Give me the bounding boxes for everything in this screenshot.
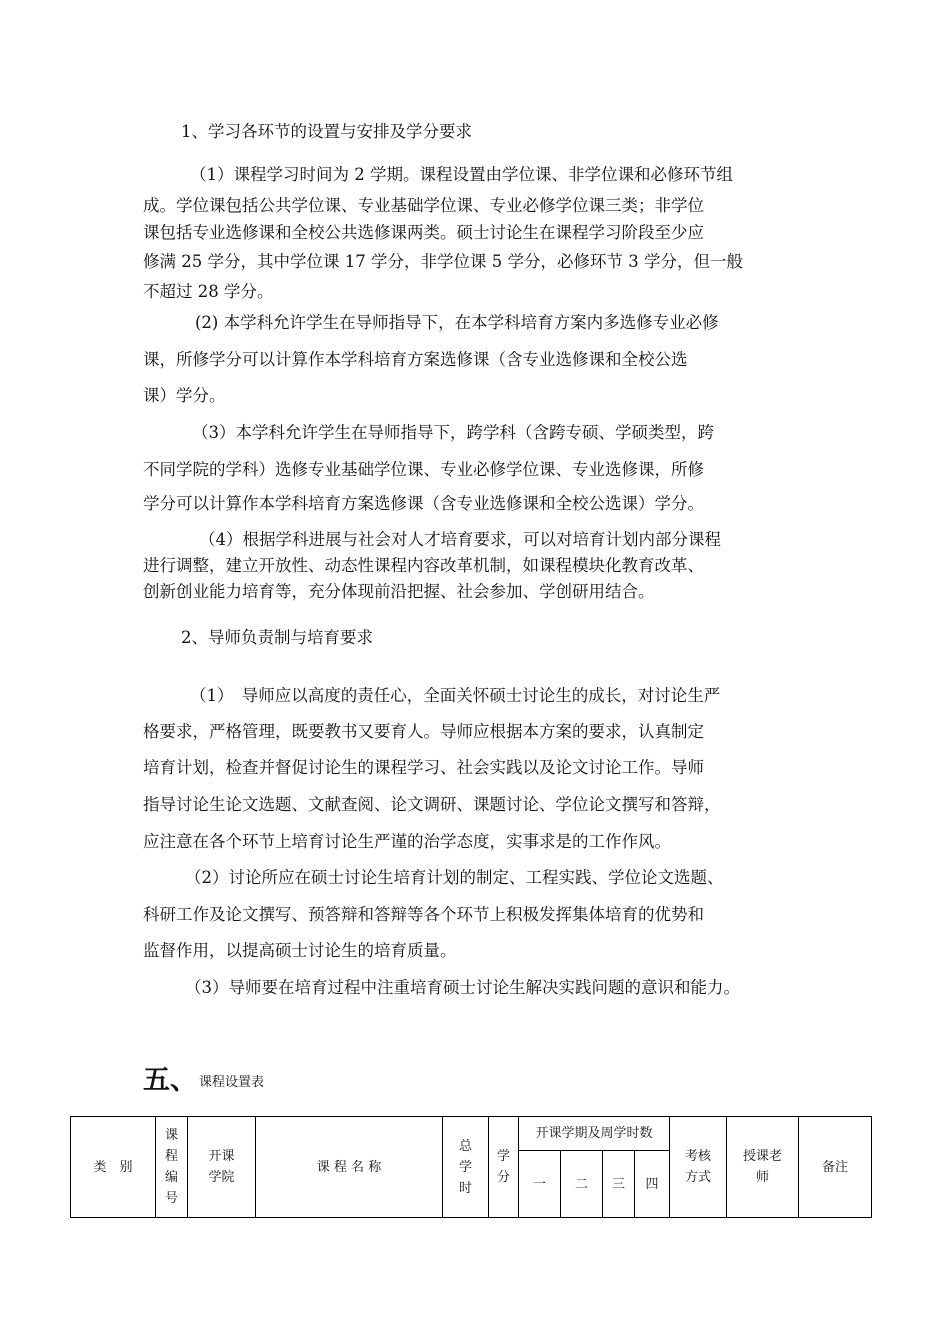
section-1-p4-line-1: （4）根据学科进展与社会对人才培育要求，可以对培育计划内部分课程 xyxy=(199,530,721,549)
section-2-p2-line-2: 科研工作及论文撰写、预答辩和答辩等各个环节上积极发挥集体培育的优势和 xyxy=(143,905,704,924)
header-category: 类 别 xyxy=(71,1117,156,1218)
section-1-title: 1、学习各环节的设置与安排及学分要求 xyxy=(181,122,472,141)
header-semester-4: 四 xyxy=(635,1151,670,1218)
header-teacher: 授课老 师 xyxy=(727,1117,799,1218)
section-1-p1-line-3: 课包括专业选修课和全校公共选修课两类。硕士讨论生在课程学习阶段至少应 xyxy=(143,223,704,242)
header-total-hours: 总学时 xyxy=(443,1117,489,1218)
section-2-p1-line-5: 应注意在各个环节上培育讨论生严谨的治学态度，实事求是的工作作风。 xyxy=(143,832,671,851)
course-table xyxy=(70,1116,872,1218)
header-remark: 备注 xyxy=(799,1117,872,1218)
section-5-heading xyxy=(143,1058,264,1097)
header-college: 开课 学院 xyxy=(188,1117,256,1218)
section-5-title: 课程设置表 xyxy=(199,1075,265,1090)
header-course-name: 课 程 名 称 xyxy=(256,1117,443,1218)
section-1-p3-line-3: 学分可以计算作本学科培育方案选修课（含专业选修课和全校公选课）学分。 xyxy=(143,494,704,513)
section-2-p2-line-3: 监督作用，以提高硕士讨论生的培育质量。 xyxy=(143,941,457,960)
section-1-p2-line-1: (2) 本学科允许学生在导师指导下，在本学科培育方案内多选修专业必修 xyxy=(195,313,719,332)
section-1-p1-line-2: 成。学位课包括公共学位课、专业基础学位课、专业必修学位课三类；非学位 xyxy=(143,196,704,215)
header-exam-method: 考核 方式 xyxy=(670,1117,727,1218)
section-2-p1-line-4: 指导讨论生论文选题、文献查阅、论文调研、课题讨论、学位论文撰写和答辩， xyxy=(143,795,721,814)
section-1-p2-line-2: 课，所修学分可以计算作本学科培育方案选修课（含专业选修课和全校公选 xyxy=(143,350,688,369)
table-header-row-1 xyxy=(71,1117,872,1151)
section-5-number: 五、 xyxy=(143,1065,197,1096)
section-1-p3-line-2: 不同学院的学科）选修专业基础学位课、专业必修学位课、专业选修课，所修 xyxy=(143,460,704,479)
section-1-p4-line-2: 进行调整，建立开放性、动态性课程内容改革机制，如课程模块化教育改革、 xyxy=(143,556,704,575)
section-1-p3-line-1: （3）本学科允许学生在导师指导下，跨学科（含跨专硕、学硕类型，跨 xyxy=(192,423,714,442)
section-2-p1-line-2: 格要求，严格管理，既要教书又要育人。导师应根据本方案的要求，认真制定 xyxy=(143,722,704,741)
header-course-code: 课程编号 xyxy=(156,1117,188,1218)
section-1-p2-line-3: 课）学分。 xyxy=(143,386,226,405)
section-1-p1-line-1: （1）课程学习时间为 2 学期。课程设置由学位课、非学位课和必修环节组 xyxy=(190,165,733,184)
header-credit: 学 分 xyxy=(489,1117,519,1218)
section-1-p4-line-3: 创新创业能力培育等，充分体现前沿把握、社会参加、学创研用结合。 xyxy=(143,582,655,601)
section-1-p1-line-4: 修满 25 学分，其中学位课 17 学分，非学位课 5 学分，必修环节 3 学分，但一般 xyxy=(143,252,743,271)
section-2-title: 2、导师负责制与培育要求 xyxy=(181,628,373,647)
header-semester-3: 三 xyxy=(603,1151,635,1218)
section-1-p1-line-5: 不超过 28 学分。 xyxy=(143,282,274,301)
section-2-p2-line-1: （2）讨论所应在硕士讨论生培育计划的制定、工程实践、学位论文选题、 xyxy=(185,868,724,887)
section-2-p1-line-1: （1） 导师应以高度的责任心，全面关怀硕士讨论生的成长，对讨论生严 xyxy=(190,686,721,705)
section-2-p3-line-1: （3）导师要在培育过程中注重培育硕士讨论生解决实践问题的意识和能力。 xyxy=(185,978,740,997)
header-semester-2: 二 xyxy=(561,1151,603,1218)
section-2-p1-line-3: 培育计划，检查并督促讨论生的课程学习、社会实践以及论文讨论工作。导师 xyxy=(143,758,704,777)
header-semester-hours: 开课学期及周学时数 xyxy=(519,1117,670,1151)
header-semester-1: 一 xyxy=(519,1151,561,1218)
